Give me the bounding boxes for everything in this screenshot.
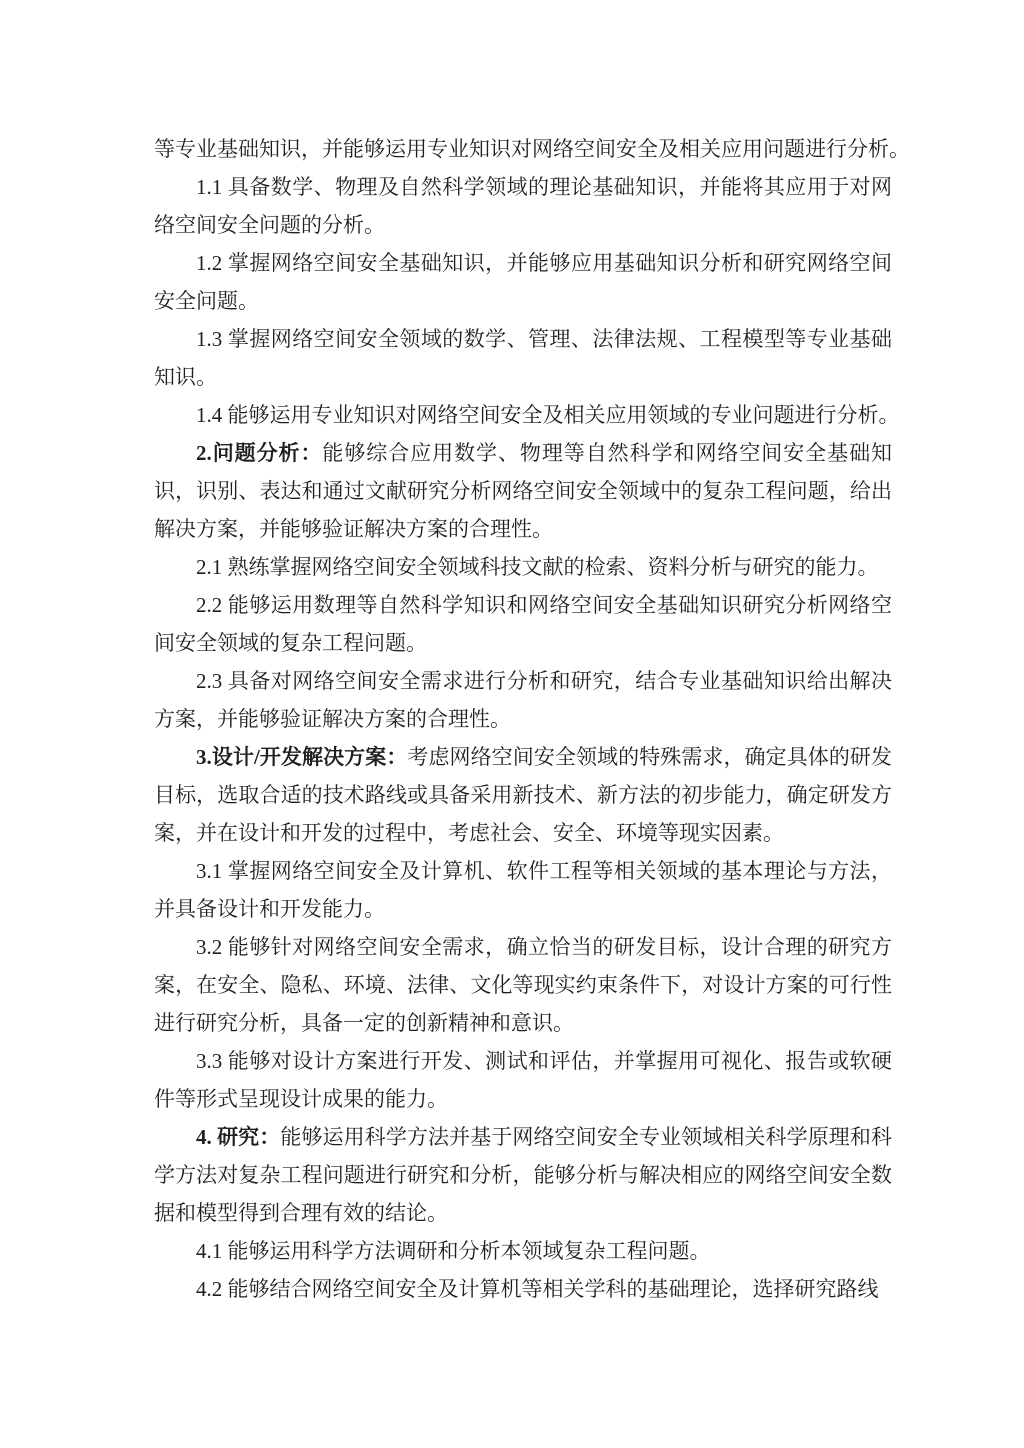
paragraph — [154, 928, 892, 1042]
paragraph — [154, 244, 892, 320]
section-heading-run: 4. 研究： — [196, 1125, 281, 1149]
document-page — [154, 130, 910, 1308]
text-run: 1.1 具备数学、物理及自然科学领域的理论基础知识，并能将其应用于对网络空间安全问题的分析。 — [154, 175, 892, 237]
text-run: 4.1 能够运用科学方法调研和分析本领域复杂工程问题。 — [196, 1239, 711, 1263]
text-run: 2.3 具备对网络空间安全需求进行分析和研究，结合专业基础知识给出解决方案，并能够验证解决方案的合理性。 — [154, 669, 892, 731]
text-run: 2.1 熟练掌握网络空间安全领域科技文献的检索、资料分析与研究的能力。 — [196, 555, 879, 579]
text-run: 3.1 掌握网络空间安全及计算机、软件工程等相关领域的基本理论与方法，并具备设计和开发能力。 — [154, 859, 892, 921]
text-run: 3.3 能够对设计方案进行开发、测试和评估，并掌握用可视化、报告或软硬件等形式呈现设计成果的能力。 — [154, 1049, 892, 1111]
text-run: 1.4 能够运用专业知识对网络空间安全及相关应用领域的专业问题进行分析。 — [196, 403, 900, 427]
paragraph — [154, 1042, 892, 1118]
text-run: 4.2 能够结合网络空间安全及计算机等相关学科的基础理论，选择研究路线 — [196, 1277, 879, 1301]
paragraph — [154, 662, 892, 738]
text-run: 考虑网络空间安全领域的特殊需求，确定具体的研发目标，选取合适的技术路线或具备采用新技术、新方法的初步能力，确定研发方案，并在设计和开发的过程中，考虑社会、安全、环境等现实因素。 — [154, 745, 892, 845]
text-run: 1.2 掌握网络空间安全基础知识，并能够应用基础知识分析和研究网络空间安全问题。 — [154, 251, 892, 313]
paragraph — [154, 1270, 892, 1308]
paragraph — [154, 738, 892, 852]
paragraph — [154, 1118, 892, 1232]
text-run: 能够运用科学方法并基于网络空间安全专业领域相关科学原理和科学方法对复杂工程问题进行研究和分析，能够分析与解决相应的网络空间安全数据和模型得到合理有效的结论。 — [154, 1125, 892, 1225]
text-run: 等专业基础知识，并能够运用专业知识对网络空间安全及相关应用问题进行分析。 — [154, 137, 910, 161]
paragraph — [154, 168, 892, 244]
section-heading-run: 3.设计/开发解决方案： — [196, 745, 408, 769]
text-run: 1.3 掌握网络空间安全领域的数学、管理、法律法规、工程模型等专业基础知识。 — [154, 327, 892, 389]
paragraph — [154, 320, 892, 396]
paragraph — [154, 434, 892, 548]
paragraph — [154, 852, 892, 928]
paragraph — [154, 586, 892, 662]
paragraph — [154, 1232, 892, 1270]
paragraph — [154, 130, 910, 168]
text-run: 3.2 能够针对网络空间安全需求，确立恰当的研发目标，设计合理的研究方案，在安全、隐私、环境、法律、文化等现实约束条件下，对设计方案的可行性进行研究分析，具备一定的创新精神和意识。 — [154, 935, 892, 1035]
paragraph — [154, 396, 900, 434]
text-run: 2.2 能够运用数理等自然科学知识和网络空间安全基础知识研究分析网络空间安全领域的复杂工程问题。 — [154, 593, 892, 655]
paragraph — [154, 548, 892, 586]
section-heading-run: 2.问题分析： — [196, 441, 323, 465]
text-run: 能够综合应用数学、物理等自然科学和网络空间安全基础知识，识别、表达和通过文献研究分析网络空间安全领域中的复杂工程问题，给出解决方案，并能够验证解决方案的合理性。 — [154, 441, 893, 541]
